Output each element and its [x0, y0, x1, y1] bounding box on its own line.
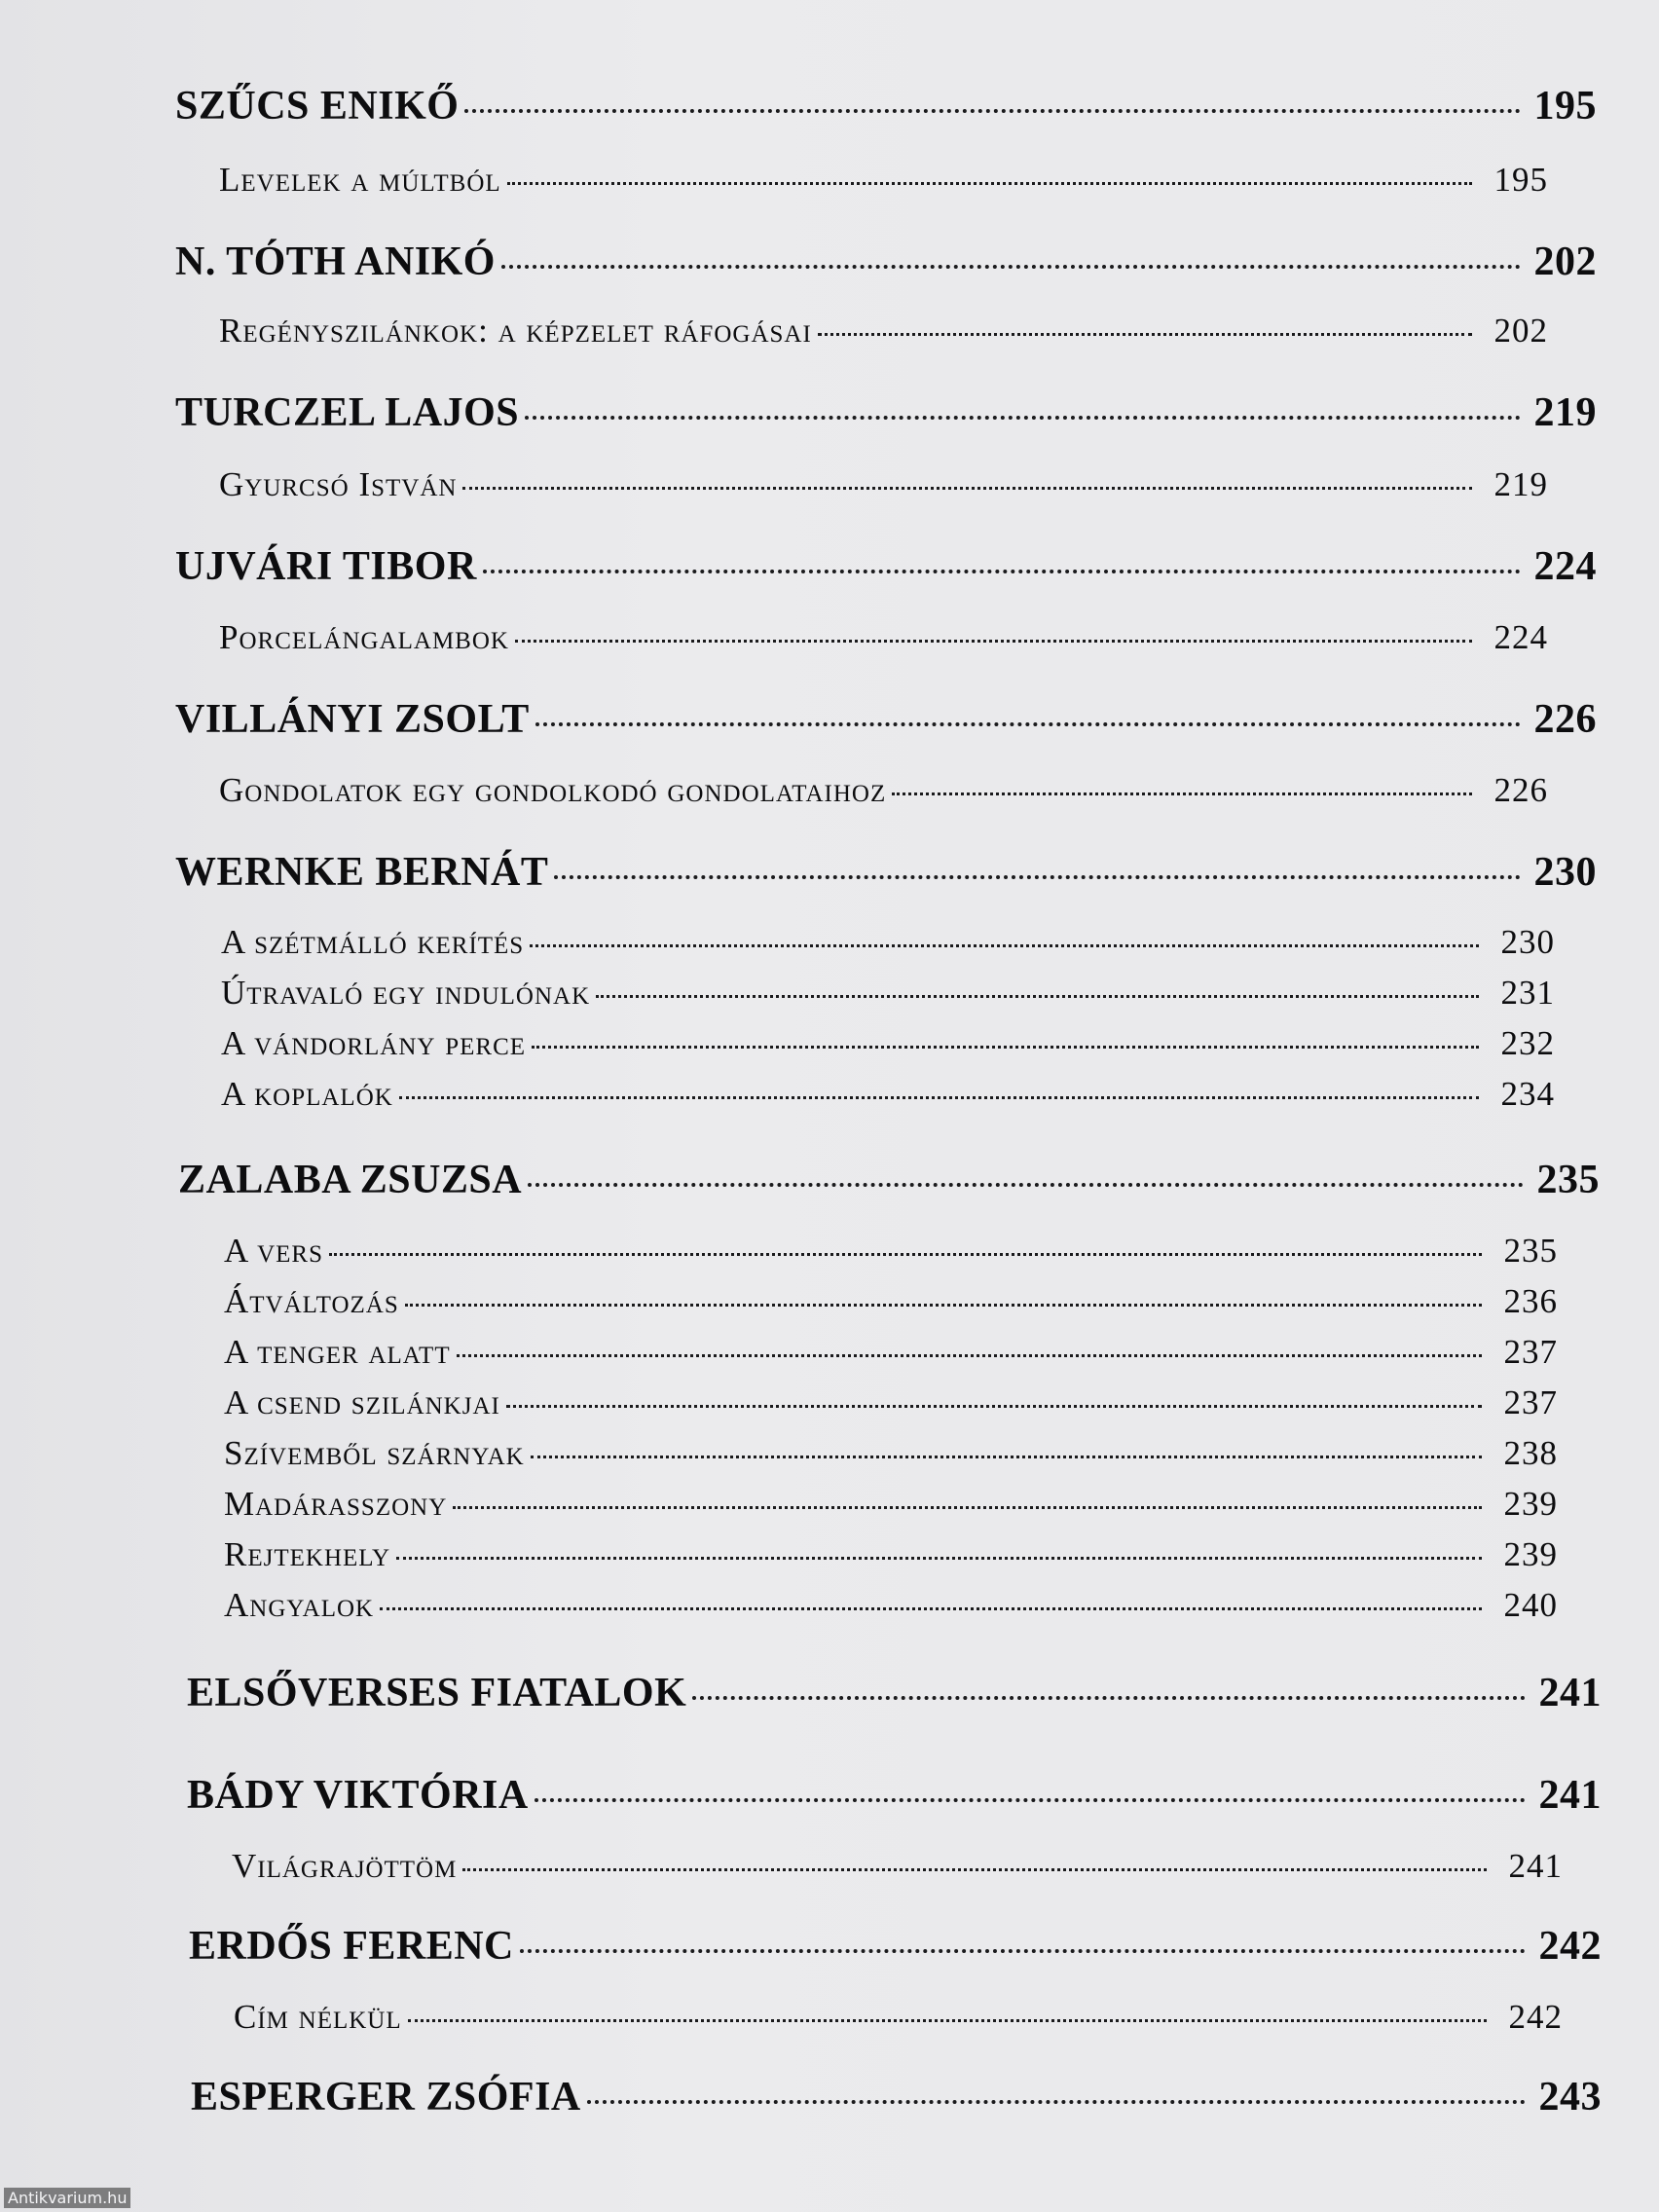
toc-entry-title	[219, 465, 1548, 504]
entry-label: Cím nélkül	[234, 1998, 402, 2036]
entry-label: BÁDY VIKTÓRIA	[187, 1773, 529, 1818]
entry-page-number: 202	[1493, 312, 1548, 350]
entry-page-number: 226	[1533, 697, 1597, 742]
dot-leader	[535, 722, 1521, 726]
dot-leader	[892, 793, 1472, 795]
entry-label: A szétmálló kerítés	[221, 923, 525, 961]
toc-entry-author	[189, 1923, 1602, 1970]
toc-entry-title	[219, 161, 1548, 200]
toc-entry-author	[187, 1772, 1602, 1819]
entry-page-number: 230	[1500, 923, 1555, 961]
entry-label: A vers	[224, 1232, 323, 1270]
entry-page-number: 242	[1538, 1924, 1602, 1969]
entry-label: Gondolatok egy gondolkodó gondolataihoz	[219, 771, 887, 809]
entry-label: ZALABA ZSUZSA	[178, 1158, 523, 1202]
toc-entry-author	[175, 543, 1597, 590]
entry-page-number: 239	[1503, 1535, 1558, 1573]
dot-leader	[462, 1868, 1487, 1871]
entry-label: Szívemből szárnyak	[224, 1434, 525, 1472]
entry-label: ESPERGER ZSÓFIA	[191, 2075, 581, 2120]
dot-leader	[530, 944, 1479, 947]
dot-leader	[380, 1607, 1482, 1610]
dot-leader	[818, 333, 1472, 336]
entry-page-number: 240	[1503, 1586, 1558, 1624]
dot-leader	[399, 1096, 1479, 1099]
dot-leader	[525, 416, 1521, 420]
entry-label: Útravaló egy indulónak	[221, 974, 591, 1012]
entry-page-number: 241	[1538, 1773, 1602, 1818]
entry-page-number: 230	[1533, 850, 1597, 895]
dot-leader	[507, 182, 1472, 185]
dot-leader	[405, 1304, 1482, 1307]
entry-label: Gyurcsó István	[219, 465, 458, 503]
entry-page-number: 243	[1538, 2075, 1602, 2120]
entry-page-number: 242	[1508, 1998, 1563, 2036]
toc-entry-author	[175, 849, 1597, 896]
entry-label: A vándorlány perce	[221, 1024, 527, 1062]
dot-leader	[532, 1046, 1479, 1049]
toc-entry-title	[224, 1434, 1558, 1473]
entry-label: A koplalók	[221, 1075, 393, 1113]
toc-entry-title	[232, 1847, 1563, 1886]
entry-page-number: 226	[1493, 771, 1548, 809]
dot-leader	[483, 570, 1521, 573]
toc-entry-title	[224, 1586, 1558, 1625]
toc-entry-author	[175, 239, 1597, 285]
toc-entry-title	[234, 1998, 1563, 2037]
toc-entry-title	[221, 1075, 1555, 1114]
toc-entry-author	[175, 83, 1597, 129]
entry-page-number: 239	[1503, 1485, 1558, 1523]
dot-leader	[457, 1354, 1482, 1357]
dot-leader	[520, 1949, 1526, 1953]
entry-label: Madárasszony	[224, 1485, 448, 1523]
toc-entry-author	[191, 2074, 1602, 2120]
toc-entry-author	[175, 696, 1597, 743]
entry-label: Levelek a múltból	[219, 161, 501, 199]
toc-entry-title	[219, 312, 1548, 350]
dot-leader	[462, 487, 1472, 490]
entry-label: VILLÁNYI ZSOLT	[175, 697, 530, 742]
dot-leader	[329, 1253, 1482, 1256]
toc-entry-title	[219, 618, 1548, 657]
dot-leader	[692, 1696, 1526, 1700]
entry-page-number: 224	[1493, 618, 1548, 656]
toc-entry-title	[224, 1333, 1558, 1372]
toc-entry-title	[221, 1024, 1555, 1063]
entry-page-number: 238	[1503, 1434, 1558, 1472]
entry-label: Világrajöttöm	[232, 1847, 458, 1885]
entry-page-number: 219	[1493, 465, 1548, 503]
watermark: Antikvarium.hu	[4, 2188, 130, 2208]
dot-leader	[501, 265, 1521, 269]
toc-entry-title	[221, 923, 1555, 962]
entry-label: A csend szilánkjai	[224, 1383, 500, 1421]
entry-page-number: 195	[1533, 84, 1597, 129]
entry-page-number: 237	[1503, 1383, 1558, 1421]
entry-label: Átváltozás	[224, 1282, 399, 1320]
dot-leader	[464, 109, 1521, 113]
entry-page-number: 241	[1538, 1671, 1602, 1715]
toc-entry-title	[224, 1282, 1558, 1321]
dot-leader	[408, 2019, 1487, 2022]
entry-page-number: 224	[1533, 544, 1597, 589]
entry-page-number: 202	[1533, 240, 1597, 284]
dot-leader	[596, 995, 1479, 998]
entry-label: A tenger alatt	[224, 1333, 451, 1371]
toc-entry-title	[224, 1485, 1558, 1524]
entry-label: Porcelángalambok	[219, 618, 509, 656]
dot-leader	[528, 1183, 1524, 1187]
entry-label: Angyalok	[224, 1586, 375, 1624]
toc-entry-title	[219, 771, 1548, 810]
dot-leader	[515, 640, 1472, 643]
entry-page-number: 241	[1508, 1847, 1563, 1885]
entry-label: Rejtekhely	[224, 1535, 391, 1573]
dot-leader	[396, 1557, 1482, 1560]
entry-label: SZŰCS ENIKŐ	[175, 84, 460, 129]
toc-entry-title	[224, 1232, 1558, 1271]
entry-page-number: 232	[1500, 1024, 1555, 1062]
entry-label: WERNKE BERNÁT	[175, 850, 549, 895]
entry-label: ELSŐVERSES FIATALOK	[187, 1671, 687, 1715]
dot-leader	[535, 1798, 1526, 1802]
toc-entry-title	[221, 974, 1555, 1013]
entry-page-number: 235	[1503, 1232, 1558, 1270]
entry-page-number: 231	[1500, 974, 1555, 1012]
entry-page-number: 219	[1533, 390, 1597, 435]
entry-page-number: 234	[1500, 1075, 1555, 1113]
entry-label: TURCZEL LAJOS	[175, 390, 520, 435]
entry-label: Regényszilánkok: a képzelet ráfogásai	[219, 312, 812, 350]
dot-leader	[531, 1456, 1482, 1458]
toc-entry-title	[224, 1383, 1558, 1422]
entry-label: ERDŐS FERENC	[189, 1924, 514, 1969]
dot-leader	[587, 2100, 1526, 2104]
dot-leader	[554, 875, 1521, 879]
entry-page-number: 235	[1536, 1158, 1600, 1202]
toc-entry-author	[178, 1157, 1600, 1203]
dot-leader	[506, 1405, 1482, 1408]
toc-entry-author	[175, 389, 1597, 436]
entry-label: UJVÁRI TIBOR	[175, 544, 477, 589]
dot-leader	[453, 1506, 1482, 1509]
entry-page-number: 236	[1503, 1282, 1558, 1320]
toc-entry-title	[224, 1535, 1558, 1574]
toc-entry-author	[187, 1670, 1602, 1716]
entry-page-number: 195	[1493, 161, 1548, 199]
entry-page-number: 237	[1503, 1333, 1558, 1371]
entry-label: N. TÓTH ANIKÓ	[175, 240, 496, 284]
